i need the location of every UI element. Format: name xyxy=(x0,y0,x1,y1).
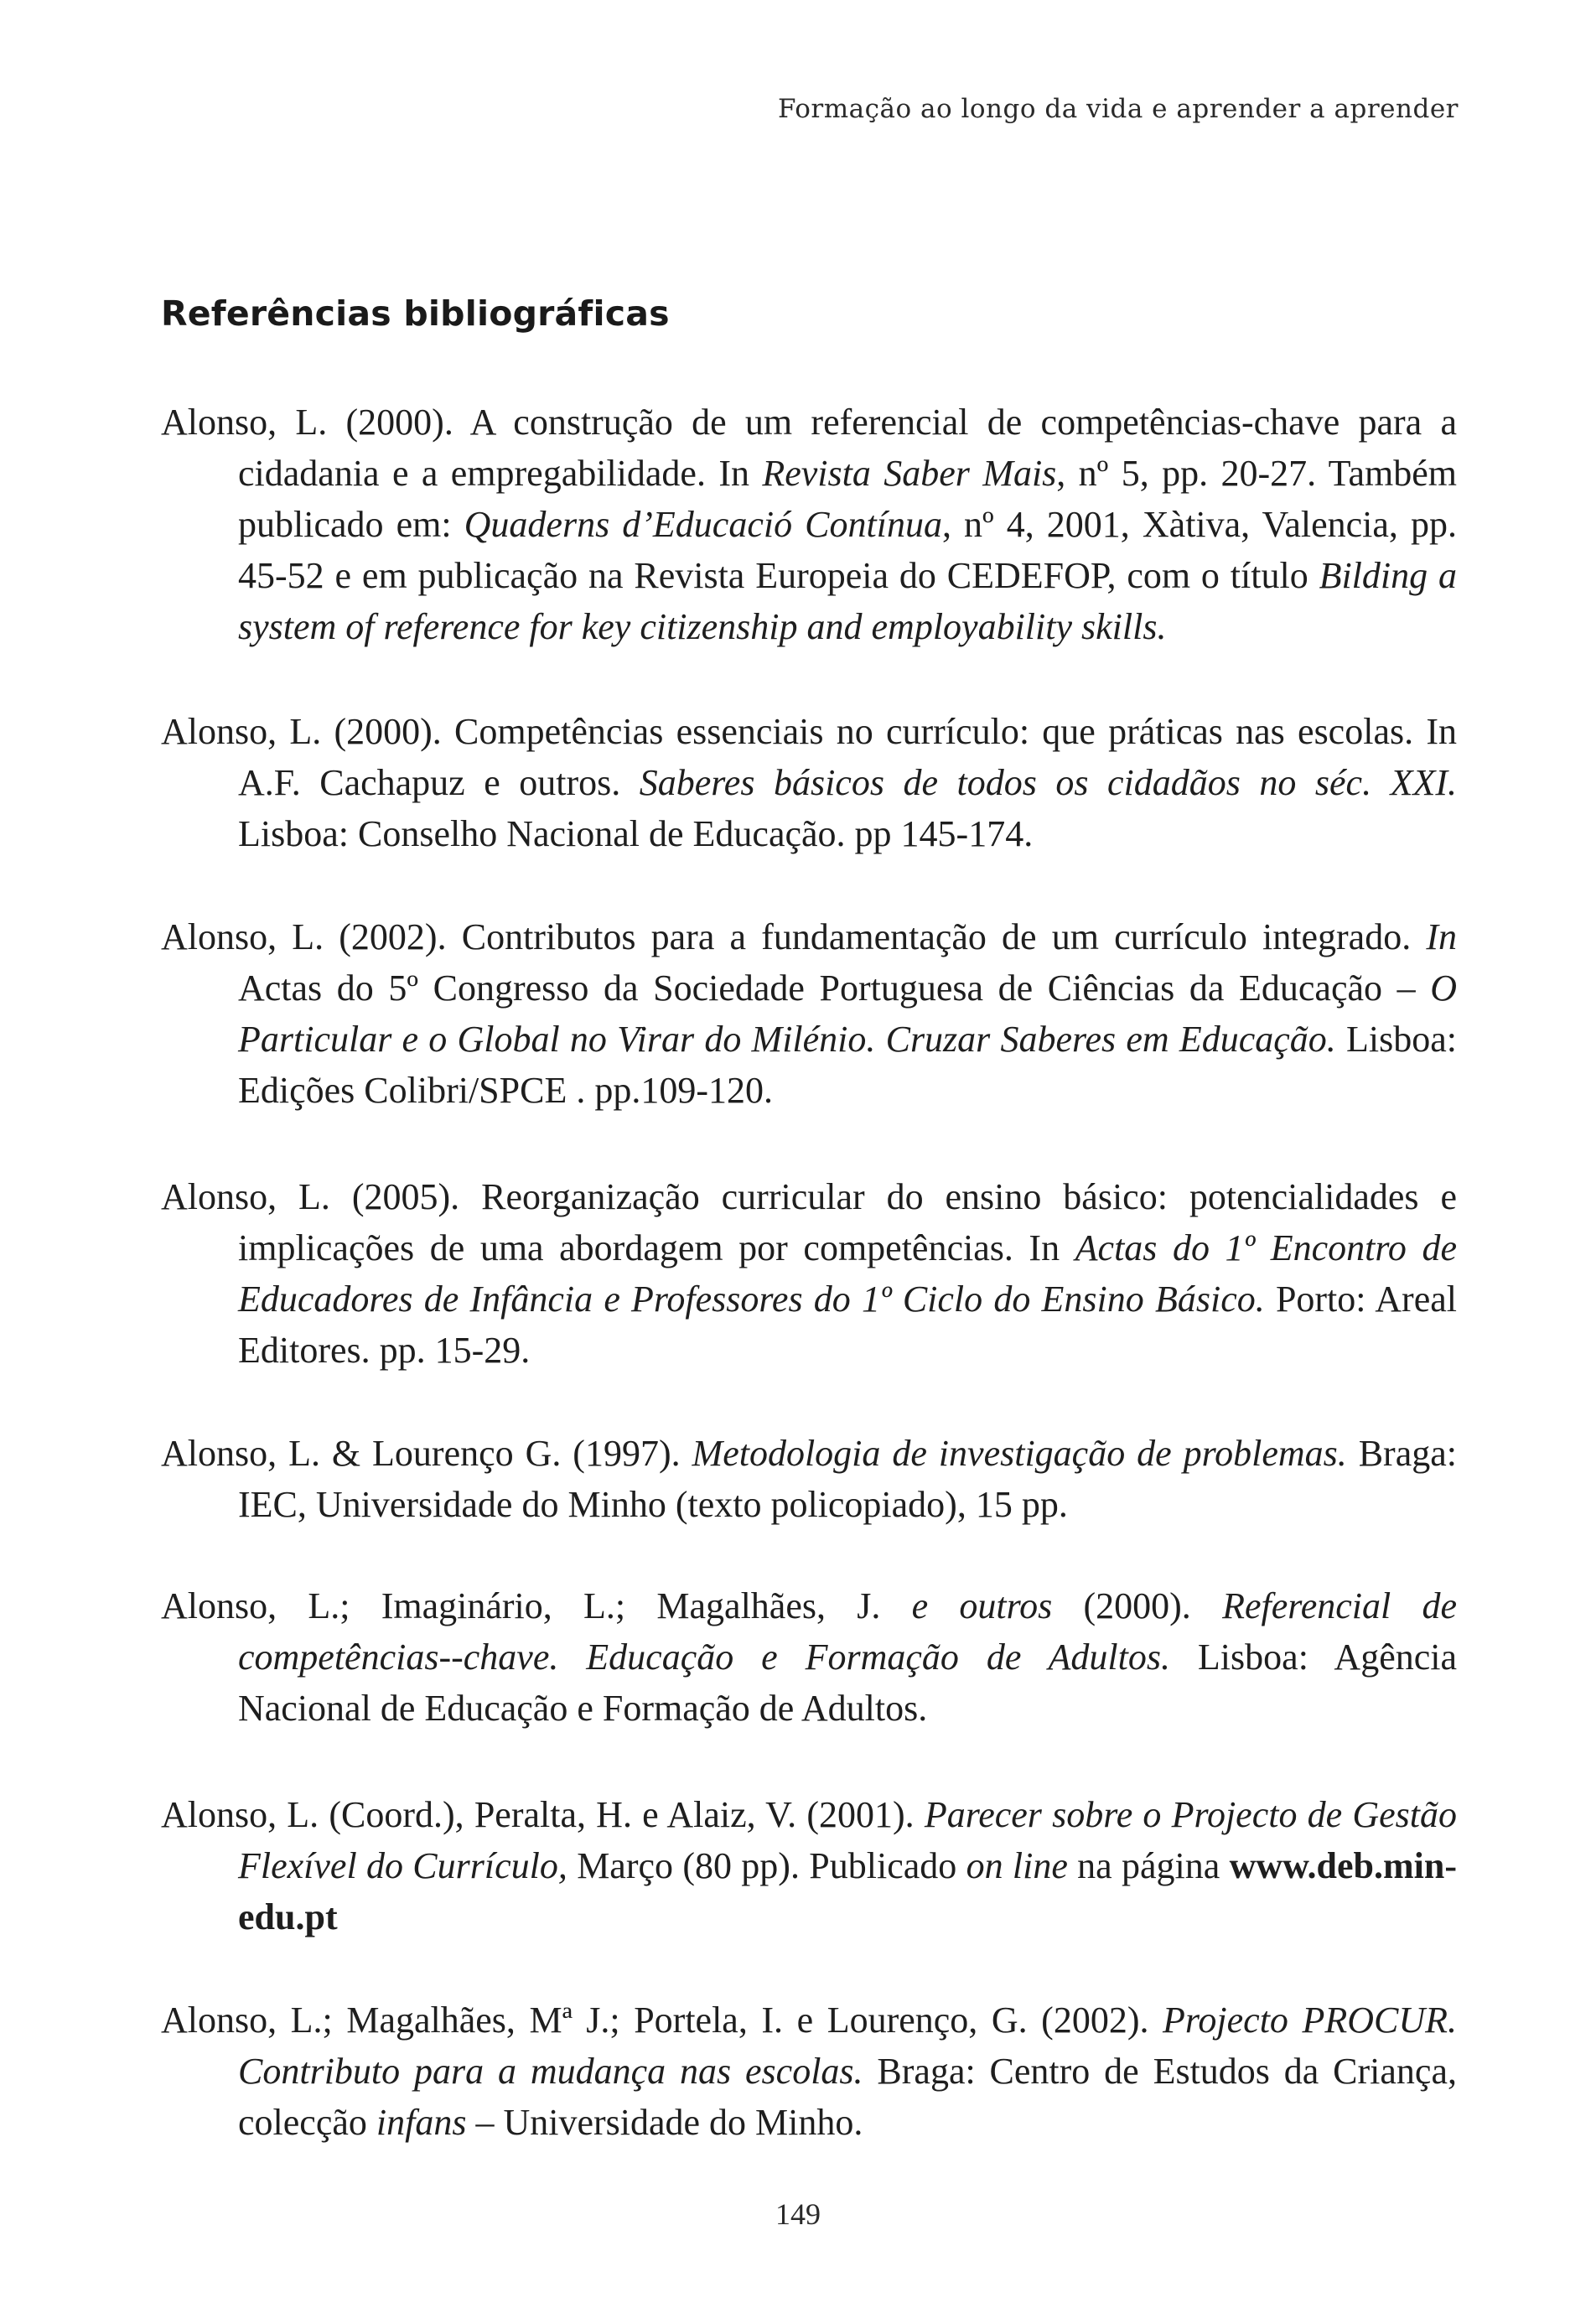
reference-text: Alonso, L. (2005). Reorganização curricular do ensino básico: potencialidades e implicações de uma abordagem por competências. In xyxy=(161,1176,1457,1268)
reference-list xyxy=(161,397,1457,2202)
reference-text: Março (80 pp). Publicado xyxy=(567,1845,966,1886)
reference-title: Actas do 1º Encontro de Educadores de Infância e Professores do 1º Ciclo do Ensino Básico. xyxy=(238,1227,1457,1320)
reference-entry-6 xyxy=(161,1580,1457,1734)
reference-title: Bilding a system of reference for key citizenship and employability skills. xyxy=(238,555,1457,647)
reference-entry-7 xyxy=(161,1789,1457,1943)
reference-entry-2 xyxy=(161,706,1457,859)
reference-text: na página xyxy=(1067,1845,1230,1886)
reference-text: Alonso, L. & Lourenço G. (1997). xyxy=(161,1433,692,1474)
reference-title: Parecer sobre o Projecto de Gestão Flexível do Currículo, xyxy=(238,1794,1457,1886)
reference-title: Saberes básicos de todos os cidadãos no séc. XXI. xyxy=(639,762,1457,803)
reference-title: O Particular e o Global no Virar do Milénio. Cruzar Saberes em Educação. xyxy=(238,967,1457,1060)
running-header: Formação ao longo da vida e aprender a aprender xyxy=(777,94,1459,124)
reference-journal: Quaderns d’Educació Contínua xyxy=(464,504,942,545)
reference-text: Lisboa: Agência Nacional de Educação e Formação de Adultos. xyxy=(238,1636,1458,1729)
reference-text: Alonso, L. (Coord.), Peralta, H. e Alaiz, V. (2001). xyxy=(161,1794,925,1835)
reference-text: Alonso, L. (2000). A construção de um referencial de competências-chave para a cidadania e a empregabilidade. In xyxy=(161,402,1457,494)
reference-entry-1 xyxy=(161,397,1457,652)
reference-collection: infans xyxy=(376,2102,467,2143)
reference-text: Alonso, L. (2002). Contributos para a fundamentação de um currículo integrado. xyxy=(161,916,1427,957)
reference-in: In xyxy=(1426,916,1457,957)
reference-text: Alonso, L. (2000). Competências essenciais no currículo: que práticas nas escolas. In A.F. Cachapuz e outros. xyxy=(161,711,1457,803)
reference-text: Actas do 5º Congresso da Sociedade Portuguesa de Ciências da Educação – xyxy=(238,967,1431,1009)
reference-text: Lisboa: Conselho Nacional de Educação. pp 145-174. xyxy=(238,813,1034,854)
reference-text: Alonso, L.; Imaginário, L.; Magalhães, J. xyxy=(161,1585,912,1626)
reference-entry-5 xyxy=(161,1428,1457,1530)
reference-text: Braga: Centro de Estudos da Criança, colecção xyxy=(238,2051,1457,2143)
reference-title: Metodologia de investigação de problemas. xyxy=(692,1433,1347,1474)
reference-text: Lisboa: Edições Colibri/SPCE . pp.109-120. xyxy=(238,1019,1457,1111)
reference-text: – Universidade do Minho. xyxy=(466,2102,863,2143)
reference-text: Porto: Areal Editores. pp. 15-29. xyxy=(238,1279,1457,1371)
reference-url: www.deb.min-edu.pt xyxy=(238,1845,1457,1937)
reference-text: , nº 5, pp. 20-27. Também publicado em: xyxy=(238,453,1457,545)
reference-text: , nº 4, 2001, Xàtiva, Valencia, pp. 45-52 e em publicação na Revista Europeia do CEDEFOP, com o título xyxy=(238,504,1457,596)
reference-journal: Revista Saber Mais xyxy=(762,453,1057,494)
reference-online: on line xyxy=(966,1845,1068,1886)
reference-entry-3 xyxy=(161,911,1457,1116)
reference-entry-4 xyxy=(161,1171,1457,1376)
reference-text: (2000). xyxy=(1052,1585,1223,1626)
section-title: Referências bibliográficas xyxy=(161,293,670,334)
reference-text: Alonso, L.; Magalhães, Mª J.; Portela, I. e Lourenço, G. (2002). xyxy=(161,2000,1163,2041)
page-number: 149 xyxy=(775,2197,821,2231)
reference-text: Braga: IEC, Universidade do Minho (texto policopiado), 15 pp. xyxy=(238,1433,1457,1525)
reference-entry-8 xyxy=(161,1994,1457,2148)
reference-et-al: e outros xyxy=(911,1585,1053,1626)
reference-title: Referencial de competências--chave. Educação e Formação de Adultos. xyxy=(238,1585,1458,1678)
reference-title: Projecto PROCUR. Contributo para a mudança nas escolas. xyxy=(238,2000,1458,2092)
